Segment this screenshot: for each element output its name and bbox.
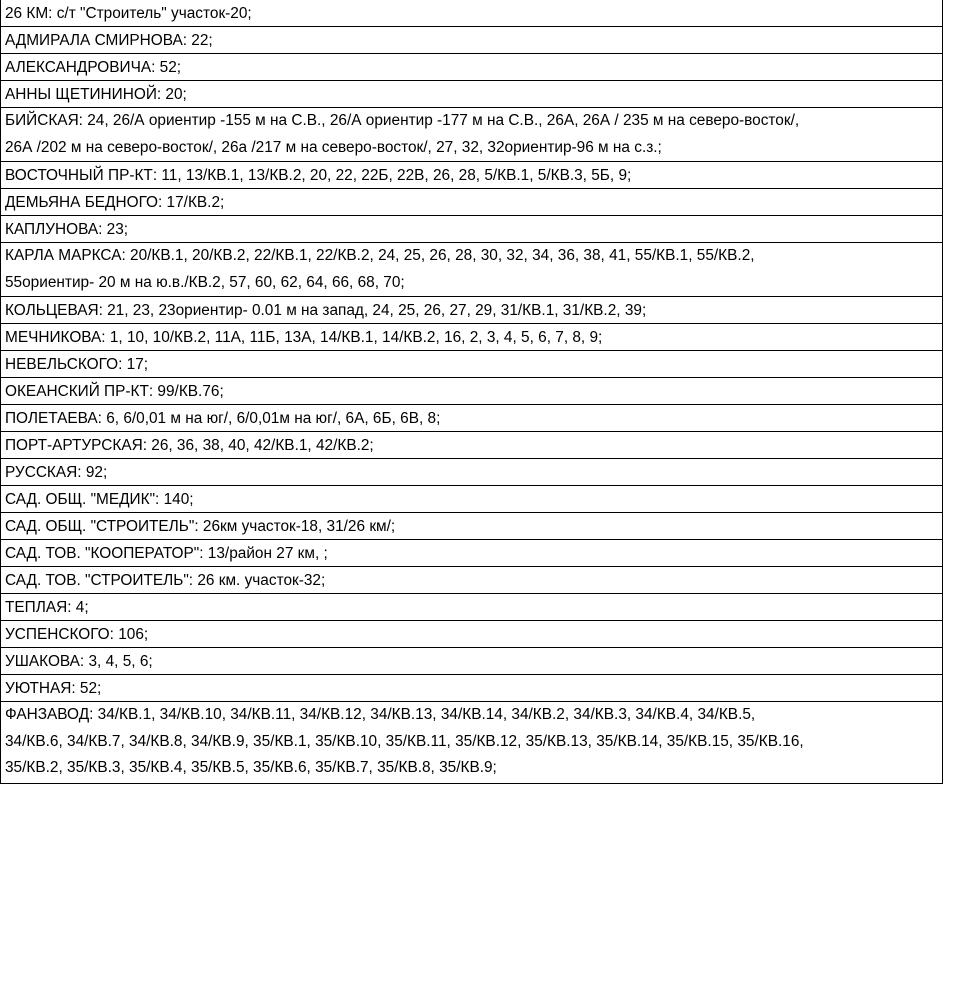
table-row xyxy=(0,324,943,351)
row-text: 55ориентир- 20 м на ю.в./КВ.2, 57, 60, 62, 64, 66, 68, 70; xyxy=(5,273,405,291)
row-text: МЕЧНИКОВА: 1, 10, 10/КВ.2, 11А, 11Б, 13А, 14/КВ.1, 14/КВ.2, 16, 2, 3, 4, 5, 6, 7, 8, 9; xyxy=(5,329,603,346)
table-row xyxy=(0,108,943,162)
table-row xyxy=(0,81,943,108)
row-text: АДМИРАЛА СМИРНОВА: 22; xyxy=(5,32,213,49)
row-text: ОКЕАНСКИЙ ПР-КТ: 99/КВ.76; xyxy=(5,383,224,400)
table-row xyxy=(0,378,943,405)
table-row xyxy=(0,702,943,784)
row-text: 35/КВ.2, 35/КВ.3, 35/КВ.4, 35/КВ.5, 35/КВ.6, 35/КВ.7, 35/КВ.8, 35/КВ.9; xyxy=(5,759,497,776)
row-text: КАРЛА МАРКСА: 20/КВ.1, 20/КВ.2, 22/КВ.1, 22/КВ.2, 24, 25, 26, 28, 30, 32, 34, 36, 38, 41, 55/КВ.1, 55/КВ.2, xyxy=(5,247,755,264)
row-text: 26 КМ: с/т "Строитель" участок-20; xyxy=(5,5,252,22)
row-text: НЕВЕЛЬСКОГО: 17; xyxy=(5,356,149,373)
row-text: ПОРТ-АРТУРСКАЯ: 26, 36, 38, 40, 42/КВ.1, 42/КВ.2; xyxy=(5,437,374,454)
row-text: ТЕПЛАЯ: 4; xyxy=(5,599,89,616)
table-row xyxy=(0,459,943,486)
row-text: 26А /202 м на северо-восток/, 26а /217 м на северо-восток/, 27, 32, 32ориентир-96 м на с.з.; xyxy=(5,138,662,156)
row-text: АЛЕКСАНДРОВИЧА: 52; xyxy=(5,59,182,76)
table-row xyxy=(0,0,943,27)
row-text: УСПЕНСКОГО: 106; xyxy=(5,626,149,643)
row-text: ВОСТОЧНЫЙ ПР-КТ: 11, 13/КВ.1, 13/КВ.2, 20, 22, 22Б, 22В, 26, 28, 5/КВ.1, 5/КВ.3, 5Б, 9; xyxy=(5,167,632,184)
row-text: КОЛЬЦЕВАЯ: 21, 23, 23ориентир- 0.01 м на запад, 24, 25, 26, 27, 29, 31/КВ.1, 31/КВ.2, 39; xyxy=(5,302,647,319)
table-row xyxy=(0,189,943,216)
table-row xyxy=(0,594,943,621)
row-text: САД. ТОВ. "СТРОИТЕЛЬ": 26 км. участок-32; xyxy=(5,572,326,589)
row-text: УЮТНАЯ: 52; xyxy=(5,680,102,697)
row-text: САД. ОБЩ. "СТРОИТЕЛЬ": 26км участок-18, 31/26 км/; xyxy=(5,518,396,535)
table-row xyxy=(0,216,943,243)
table-row xyxy=(0,351,943,378)
table-row xyxy=(0,648,943,675)
table-row xyxy=(0,567,943,594)
table-row xyxy=(0,540,943,567)
row-text: УШАКОВА: 3, 4, 5, 6; xyxy=(5,653,153,670)
row-text: ДЕМЬЯНА БЕДНОГО: 17/КВ.2; xyxy=(5,194,225,211)
row-text: САД. ТОВ. "КООПЕРАТОР": 13/район 27 км, ; xyxy=(5,545,328,562)
row-text: ФАНЗАВОД: 34/КВ.1, 34/КВ.10, 34/КВ.11, 34/КВ.12, 34/КВ.13, 34/КВ.14, 34/КВ.2, 34/КВ.3, 34/КВ.4, 34/КВ.5, xyxy=(5,706,756,723)
table-row xyxy=(0,54,943,81)
table-row xyxy=(0,297,943,324)
row-text: АННЫ ЩЕТИНИНОЙ: 20; xyxy=(5,86,187,103)
row-text: БИЙСКАЯ: 24, 26/А ориентир -155 м на С.В., 26/А ориентир -177 м на С.В., 26А, 26А / 235 м на северо-восток/, xyxy=(5,112,800,129)
table-row xyxy=(0,243,943,297)
table-row xyxy=(0,432,943,459)
row-text: 34/КВ.6, 34/КВ.7, 34/КВ.8, 34/КВ.9, 35/КВ.1, 35/КВ.10, 35/КВ.11, 35/КВ.12, 35/КВ.13, 35/КВ.14, 35/КВ.15, 35/КВ.16, xyxy=(5,732,804,750)
row-text: ПОЛЕТАЕВА: 6, 6/0,01 м на юг/, 6/0,01м на юг/, 6А, 6Б, 6В, 8; xyxy=(5,410,441,427)
row-text: КАПЛУНОВА: 23; xyxy=(5,221,129,238)
table-row xyxy=(0,486,943,513)
table-row xyxy=(0,513,943,540)
row-text: САД. ОБЩ. "МЕДИК": 140; xyxy=(5,491,194,508)
row-text: РУССКАЯ: 92; xyxy=(5,464,108,481)
table-row xyxy=(0,675,943,702)
table-row xyxy=(0,405,943,432)
table-row xyxy=(0,621,943,648)
table-row xyxy=(0,27,943,54)
table-row xyxy=(0,162,943,189)
